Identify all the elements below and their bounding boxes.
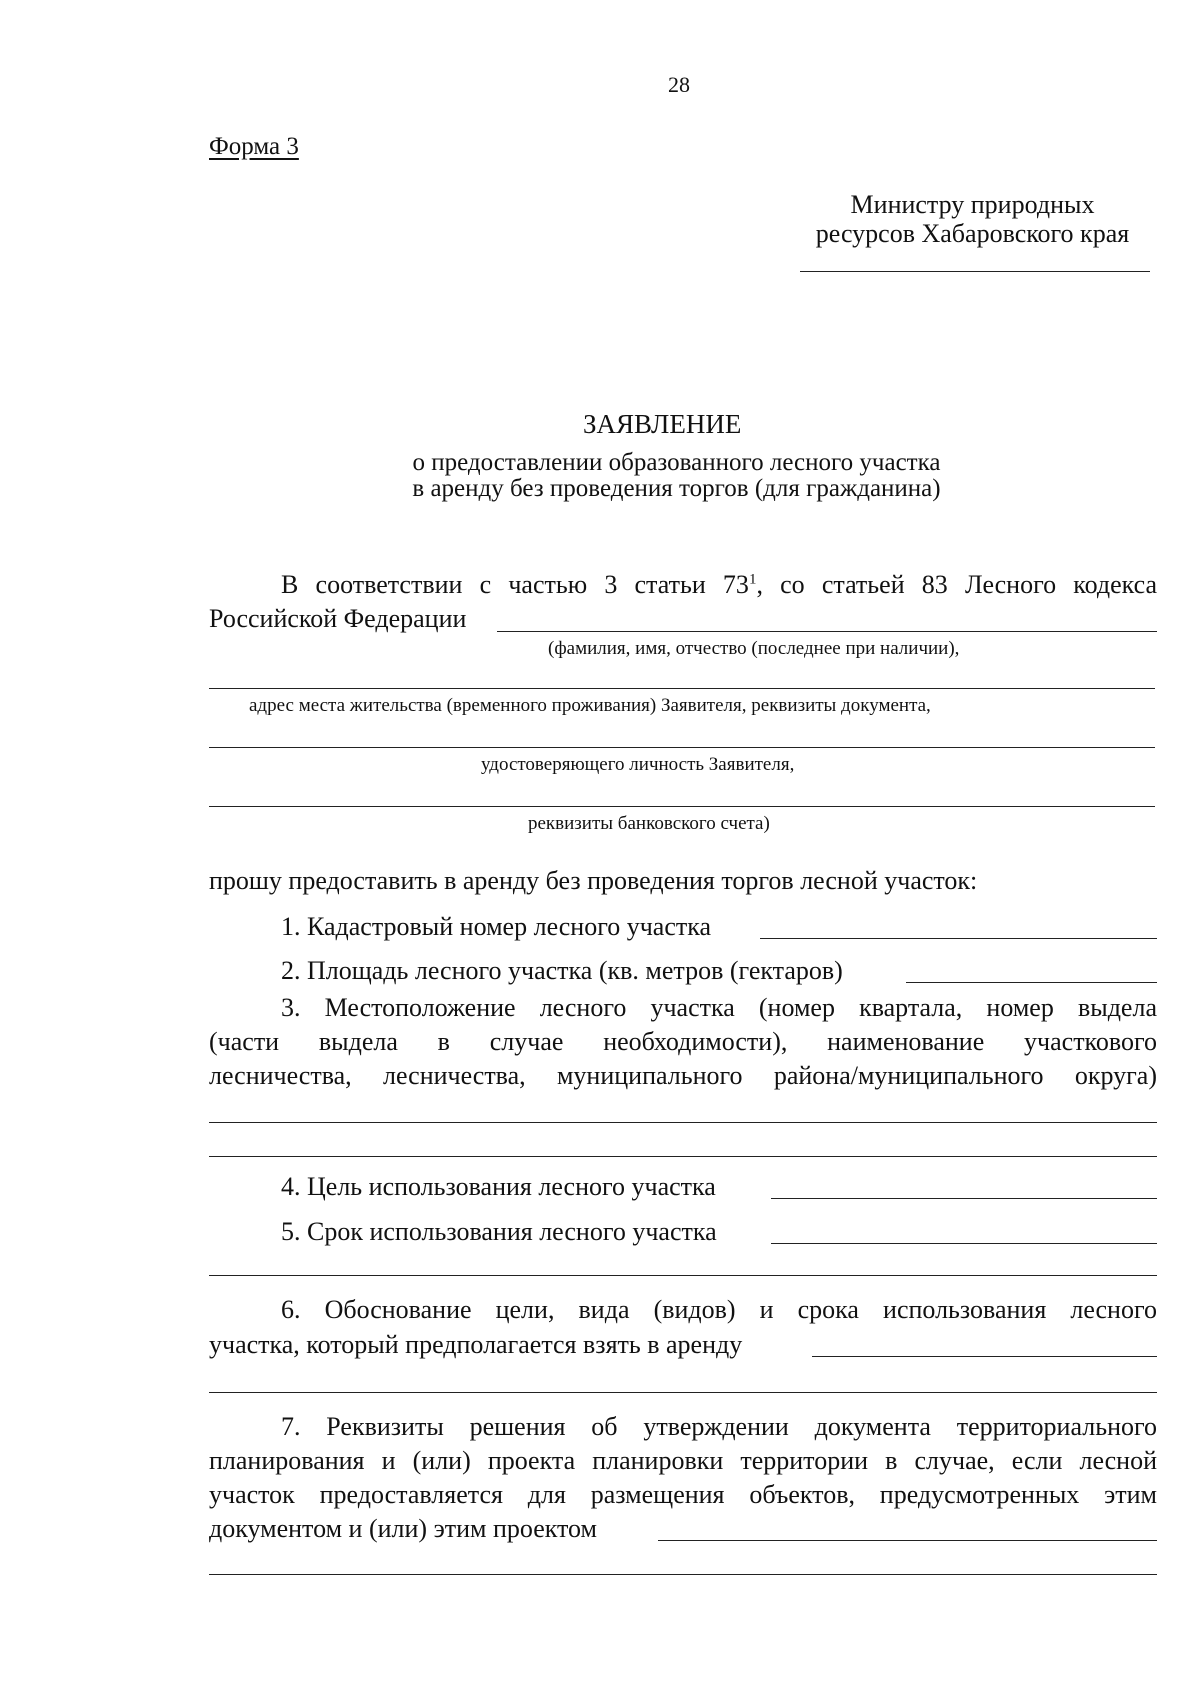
document-subtitle-line-1: о предоставлении образованного лесного участка bbox=[412, 449, 941, 476]
planning-requisites-field-2[interactable] bbox=[209, 1574, 1157, 1575]
intro-line-2: Российской Федерации bbox=[209, 604, 467, 633]
item-7-line-1: 7. Реквизиты решения об утверждении документа территориального bbox=[281, 1412, 1157, 1441]
item-3-line-2: (части выдела в случае необходимости), наименование участкового bbox=[209, 1027, 1157, 1056]
justification-field-2[interactable] bbox=[209, 1392, 1157, 1393]
item-3-line-1: 3. Местоположение лесного участка (номер квартала, номер выдела bbox=[281, 993, 1157, 1022]
item-5-label: 5. Срок использования лесного участка bbox=[281, 1217, 717, 1246]
intro-line-1: В соответствии с частью 3 статьи $73^1$, со статьей 83 Лесного кодекса bbox=[281, 570, 1157, 599]
location-field-1[interactable] bbox=[209, 1122, 1157, 1123]
item-7-line-3: участок предоставляется для размещения объектов, предусмотренных этим bbox=[209, 1480, 1157, 1509]
page-number: 28 bbox=[668, 72, 690, 97]
form-label: Форма 3 bbox=[209, 133, 299, 160]
item-4-label: 4. Цель использования лесного участка bbox=[281, 1172, 716, 1201]
item-6-line-1: 6. Обоснование цели, вида (видов) и срока использования лесного bbox=[281, 1295, 1157, 1324]
addressee-signature-line[interactable] bbox=[800, 271, 1150, 272]
area-field[interactable] bbox=[906, 982, 1157, 983]
term-field[interactable] bbox=[771, 1243, 1157, 1244]
caption-address: адрес места жительства (временного проживания) Заявителя, реквизиты документа, bbox=[249, 695, 931, 716]
caption-bank: реквизиты банковского счета) bbox=[528, 813, 770, 834]
applicant-name-field[interactable] bbox=[497, 631, 1157, 632]
purpose-field[interactable] bbox=[771, 1198, 1157, 1199]
item-7-line-2: планирования и (или) проекта планировки территории в случае, если лесной bbox=[209, 1446, 1157, 1475]
location-field-2[interactable] bbox=[209, 1156, 1157, 1157]
cadastral-number-field[interactable] bbox=[760, 938, 1157, 939]
applicant-id-field[interactable] bbox=[209, 747, 1155, 748]
document-title: ЗАЯВЛЕНИЕ bbox=[583, 409, 742, 439]
item-3-line-3: лесничества, лесничества, муниципального района/муниципального округа) bbox=[209, 1061, 1157, 1090]
item-1-label: 1. Кадастровый номер лесного участка bbox=[281, 912, 712, 941]
addressee-line-2: ресурсов Хабаровского края bbox=[815, 219, 1130, 248]
applicant-address-field[interactable] bbox=[209, 688, 1155, 689]
document-subtitle-line-2: в аренду без проведения торгов (для гражданина) bbox=[412, 475, 941, 502]
justification-field[interactable] bbox=[812, 1356, 1157, 1357]
caption-id: удостоверяющего личность Заявителя, bbox=[481, 754, 795, 775]
term-field-2[interactable] bbox=[209, 1275, 1157, 1276]
request-line: прошу предоставить в аренду без проведения торгов лесной участок: bbox=[209, 866, 978, 895]
applicant-bank-field[interactable] bbox=[209, 806, 1155, 807]
item-7-line-4: документом и (или) этим проектом bbox=[209, 1514, 597, 1543]
caption-name: (фамилия, имя, отчество (последнее при наличии), bbox=[548, 638, 960, 659]
item-6-line-2: участка, который предполагается взять в аренду bbox=[209, 1330, 743, 1359]
planning-requisites-field[interactable] bbox=[658, 1540, 1157, 1541]
addressee-line-1: Министру природных bbox=[850, 190, 1095, 219]
item-2-label: 2. Площадь лесного участка (кв. метров (гектаров) bbox=[281, 956, 843, 985]
